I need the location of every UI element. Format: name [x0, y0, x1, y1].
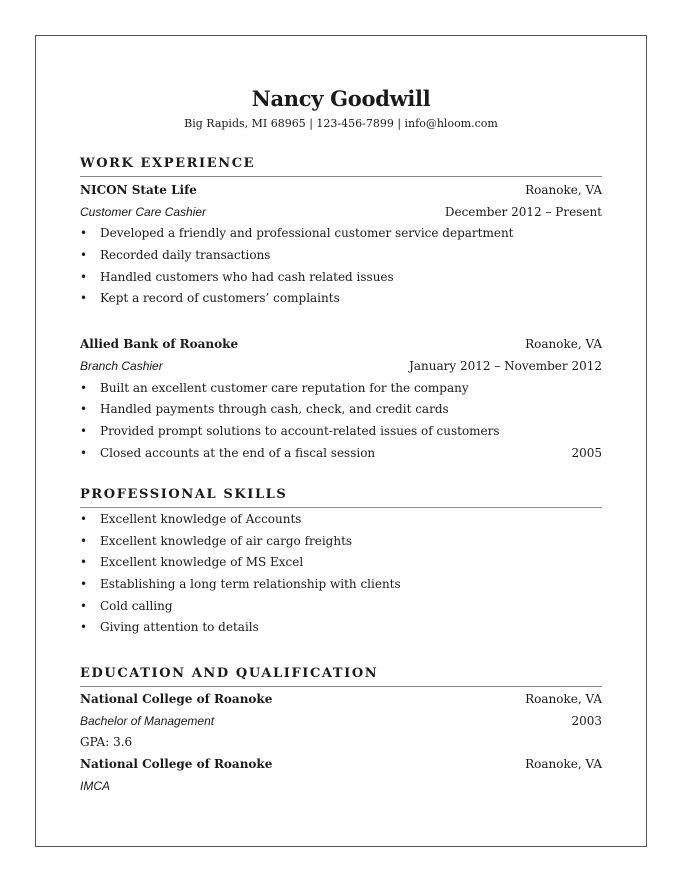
edu-degree — [80, 711, 602, 733]
contact-line: Big Rapids, MI 68965 | 123-456-7899 | info@hloom.com — [184, 117, 498, 130]
list-item: • Recorded daily transactions — [80, 245, 602, 267]
location: Roanoke, VA — [525, 692, 602, 706]
professional-skills-section — [80, 485, 602, 639]
location: Roanoke, VA — [525, 337, 602, 352]
list-item: • Excellent knowledge of Accounts — [80, 509, 602, 531]
section-heading: PROFESSIONAL SKILLS — [80, 485, 602, 508]
section-heading: EDUCATION AND QUALIFICATION — [80, 664, 602, 687]
role: Branch Cashier — [80, 358, 163, 373]
gpa: GPA: 3.6 — [80, 735, 133, 750]
education-section — [80, 664, 602, 797]
location: Roanoke, VA — [525, 183, 602, 197]
company: NICON State Life — [80, 183, 197, 197]
list-item: • Provided prompt solutions to account-related issues of customers — [80, 421, 602, 443]
degree: IMCA — [80, 778, 110, 793]
company: Allied Bank of Roanoke — [80, 337, 239, 352]
list-item: • Establishing a long term relationship with clients — [80, 574, 602, 596]
list-item — [80, 443, 602, 465]
job-role — [80, 356, 602, 378]
school: National College of Roanoke — [80, 757, 273, 772]
location: Roanoke, VA — [525, 757, 602, 772]
job-role — [80, 202, 602, 224]
edu-degree — [80, 776, 602, 798]
dates: December 2012 – Present — [444, 204, 602, 219]
job-header — [80, 334, 602, 356]
bullet-text: • Closed accounts at the end of a fiscal session — [100, 445, 376, 460]
degree: Bachelor of Management — [80, 713, 215, 728]
list-item: • Excellent knowledge of air cargo freights — [80, 531, 602, 553]
dates: January 2012 – November 2012 — [409, 358, 602, 373]
list-item: • Developed a friendly and professional customer service department — [80, 223, 602, 245]
work-experience-section — [80, 154, 602, 464]
year: 2003 — [571, 713, 602, 728]
list-item: • Built an excellent customer care reputation for the company — [80, 378, 602, 400]
list-item: • Giving attention to details — [80, 617, 602, 639]
list-item: • Excellent knowledge of MS Excel — [80, 552, 602, 574]
edu-header — [80, 754, 602, 776]
list-item: • Handled customers who had cash related issues — [80, 267, 602, 289]
job-header — [80, 180, 602, 202]
list-item: • Kept a record of customers’ complaints — [80, 288, 602, 310]
section-heading: WORK EXPERIENCE — [80, 154, 602, 177]
resume-name: Nancy Goodwill — [251, 86, 431, 111]
list-item: • Cold calling — [80, 596, 602, 618]
year: 2005 — [571, 445, 602, 460]
edu-header — [80, 689, 602, 711]
list-item: • Handled payments through cash, check, and credit cards — [80, 399, 602, 421]
school: National College of Roanoke — [80, 692, 273, 706]
role: Customer Care Cashier — [80, 204, 207, 219]
